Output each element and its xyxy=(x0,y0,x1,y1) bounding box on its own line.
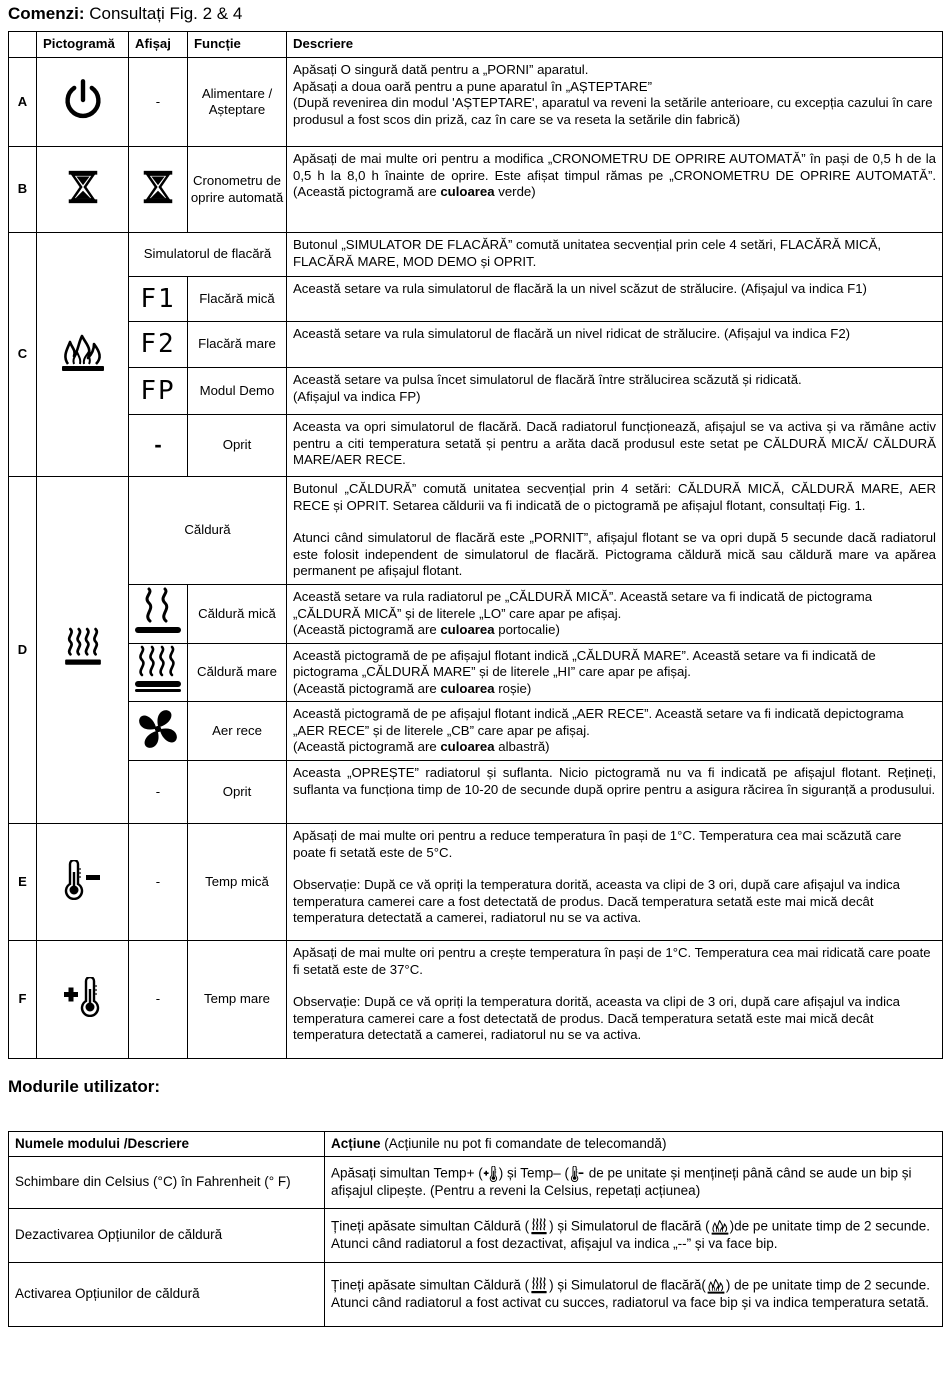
desc-line: Apăsați de mai multe ori pentru a crește temperatura în pași de 1°C. Temperatura cea mai ridicată care poate fi setată este de 37°C. xyxy=(293,945,931,977)
description xyxy=(287,368,943,415)
commands-header-row xyxy=(9,32,943,58)
display-value: - xyxy=(129,58,188,147)
modes-header-action xyxy=(325,1132,943,1157)
desc-line: Această pictogramă de pe afișajul flotant indică „CĂLDURĂ MARE”. Această setare va fi indicată de pictograma „CĂLDURĂ MARE” și de literele „HI” care apar pe afișaj. xyxy=(293,647,876,679)
description xyxy=(287,147,943,233)
display-value: - xyxy=(129,941,188,1059)
row-b xyxy=(9,147,943,233)
header-display: Afișaj xyxy=(129,32,188,58)
mode-action xyxy=(325,1157,943,1209)
description: Butonul „SIMULATOR DE FLACĂRĂ” comută unitatea secvențial prin cele 4 setări, FLACĂRĂ MICĂ, FLACĂRĂ MARE, MOD DEMO și OPRIT. xyxy=(287,233,943,277)
desc-line: Apăsați O singură dată pentru a „PORNI” aparatul. xyxy=(293,62,589,77)
desc-text: Apăsați de mai multe ori pentru a modifica „CRONOMETRU DE OPRIRE AUTOMATĂ” în pași de 0,5 h de la 0,5 h la 8,0 h înainte de oprire. Este afișat timpul rămas pe „CRONOMETRU DE OPRIRE AUTOMATĂ”. (Această pictogramă are xyxy=(293,151,936,199)
desc-line: Această setare va rula radiatorul pe „CĂLDURĂ MICĂ”. Această setare va fi indicată de pictograma „CĂLDURĂ MICĂ” și de literele „LO” care apar pe afișaj. xyxy=(293,589,873,621)
display-value: F2 xyxy=(129,322,188,368)
action-text: ) de pe unitate timp de 2 secunde. Atunci când radiatorul a fost activat cu succes, radiatorul va face bip și va indica temperatura setată. xyxy=(331,1277,931,1311)
row-f xyxy=(9,941,943,1059)
row-e xyxy=(9,824,943,941)
row-c-f1 xyxy=(9,277,943,322)
thermometer-plus-icon xyxy=(37,941,129,1059)
mode-action xyxy=(325,1263,943,1327)
commands-table xyxy=(8,31,943,1059)
function-label: Simulatorul de flacără xyxy=(129,233,287,277)
desc-text: (Această pictogramă are xyxy=(293,622,441,637)
desc-bold: culoarea xyxy=(440,622,495,637)
heat-icon xyxy=(529,1277,549,1295)
desc-line: Apăsați a doua oară pentru a pune aparatul în „AȘTEPTARE” xyxy=(293,78,652,94)
commands-heading xyxy=(8,4,242,24)
row-code: D xyxy=(9,477,37,824)
mode-name: Schimbare din Celsius (°C) în Fahrenheit (° F) xyxy=(9,1157,325,1209)
row-d xyxy=(9,477,943,585)
description: Aceasta „OPREȘTE” radiatorul și suflanta. Nicio pictogramă nu va fi indicată pe afișajul flotant. Rețineți, suflanta va funcționa timp de 10-20 de secunde după oprire pentru a asigura răcirea în siguranță a produsului. xyxy=(287,761,943,824)
row-c-off xyxy=(9,415,943,477)
header-pictogram: Pictogramă xyxy=(37,32,129,58)
desc-line: Observație: După ce vă opriți la temperatura dorită, aceasta va clipi de 3 ori, după care afișajul va indica temperatura camerei care a fost detectată de produs. Dacă temperatura setată este mai mică decât temperatura detectată a camerei, radiatorul nu se va activa. xyxy=(293,994,900,1042)
row-a xyxy=(9,58,943,147)
header-description: Descriere xyxy=(287,32,943,58)
action-text: )de pe unitate timp de 2 secunde. Atunci când radiatorul a fost dezactivat, afișajul va indica „--” și va face bip. xyxy=(331,1218,931,1252)
function-label: Cronometru de oprire automată xyxy=(188,147,287,233)
function-label: Temp mică xyxy=(188,824,287,941)
function-label: Căldură xyxy=(129,477,287,585)
flame-icon xyxy=(706,1277,726,1295)
heat-low-icon xyxy=(129,585,188,644)
desc-note xyxy=(293,739,936,756)
function-label: Căldură mică xyxy=(188,585,287,644)
mode-row xyxy=(9,1263,943,1327)
description xyxy=(287,824,943,941)
hourglass-icon xyxy=(129,147,188,233)
desc-line: Această setare va pulsa încet simulatorul de flacără între strălucirea scăzută și ridicată. xyxy=(293,372,802,387)
action-text: de pe unitate și mențineți până când se aude un bip și afișajul clipește. (Pentru a reveni la Celsius, repetați acțiunea) xyxy=(331,1165,912,1199)
desc-line: (Afișajul va indica FP) xyxy=(293,388,421,404)
mode-row xyxy=(9,1209,943,1263)
row-c-fp xyxy=(9,368,943,415)
row-code: E xyxy=(9,824,37,941)
commands-heading-bold: Comenzi: xyxy=(8,4,85,23)
row-c xyxy=(9,233,943,277)
desc-line: Observație: După ce vă opriți la temperatura dorită, aceasta va clipi de 3 ori, după care afișajul va indica temperatura camerei care a fost detectată de produs. Dacă temperatura setată este mai mică decât temperatura detectată a camerei, radiatorul nu se va activa. xyxy=(293,877,900,925)
mode-name: Activarea Opțiunilor de căldură xyxy=(9,1263,325,1327)
thermometer-plus-icon xyxy=(483,1165,499,1183)
display-value: - xyxy=(129,415,188,477)
description xyxy=(287,58,943,147)
thermometer-minus-icon xyxy=(569,1165,585,1183)
row-code: C xyxy=(9,233,37,477)
mode-row xyxy=(9,1157,943,1209)
action-text: Apăsați simultan Temp+ ( xyxy=(331,1165,483,1181)
modes-table xyxy=(8,1131,943,1327)
action-text: ) și Simulatorul de flacără ( xyxy=(549,1218,710,1234)
modes-header-action-rest: (Acțiunile nu pot fi comandate de telecomandă) xyxy=(380,1135,667,1151)
row-c-f2 xyxy=(9,322,943,368)
desc-line: Atunci când simulatorul de flacără este „PORNIT”, afișajul flotant se va opri după 5 secunde dacă radiatorul este folosit independent de simulatorul de flacără. Pictograma căldură mică sau căldură mare va apărea permanent pe afișajul flotant. xyxy=(293,530,936,578)
display-value: - xyxy=(129,824,188,941)
desc-line: Apăsați de mai multe ori pentru a reduce temperatura în pași de 1°C. Temperatura cea mai scăzută care poate fi setată este de 5°C. xyxy=(293,828,902,860)
fan-icon xyxy=(129,702,188,761)
description xyxy=(287,585,943,644)
desc-line: Butonul „CĂLDURĂ” comută unitatea secvențial prin 4 setări: CĂLDURĂ MICĂ, CĂLDURĂ MARE, AER RECE și OPRIT. Setarea căldurii va fi indicată de o pictogramă pe afișajul flotant, consultați Fig. 1. xyxy=(293,481,936,513)
mode-name: Dezactivarea Opțiunilor de căldură xyxy=(9,1209,325,1263)
mode-action xyxy=(325,1209,943,1263)
row-d-high xyxy=(9,643,943,702)
description: Această setare va rula simulatorul de flacără un nivel ridicat de strălucire. (Afișajul va indica F2) xyxy=(287,322,943,368)
function-label: Căldură mare xyxy=(188,643,287,702)
display-value: F1 xyxy=(129,277,188,322)
desc-bold: culoarea xyxy=(440,680,495,696)
desc-bold: culoarea xyxy=(440,184,495,199)
description xyxy=(287,702,943,761)
desc-text: portocalie) xyxy=(494,622,560,637)
description: Aceasta va opri simulatorul de flacără. Dacă radiatorul funcționează, afișajul se va activa și va rămâne activ pentru a citi temperatura setată și pentru a arăta dacă produsul este setat pe CĂLDURĂ MICĂ/ CĂLDURĂ MARE/AER RECE. xyxy=(287,415,943,477)
desc-text: verde) xyxy=(494,184,536,199)
row-code: A xyxy=(9,58,37,147)
desc-text: roșie) xyxy=(494,680,532,696)
desc-bold: culoarea xyxy=(440,739,495,754)
function-label: Oprit xyxy=(188,761,287,824)
display-value: FP xyxy=(129,368,188,415)
row-d-off xyxy=(9,761,943,824)
description: Această setare va rula simulatorul de flacără la un nivel scăzut de strălucire. (Afișajul va indica F1) xyxy=(287,277,943,322)
commands-heading-rest: Consultați Fig. 2 & 4 xyxy=(89,4,243,23)
modes-header-name: Numele modului /Descriere xyxy=(9,1132,325,1157)
heat-icon xyxy=(529,1218,549,1236)
desc-note xyxy=(293,622,936,639)
desc-text: (Această pictogramă are xyxy=(293,680,441,696)
row-code: F xyxy=(9,941,37,1059)
desc-text: (Această pictogramă are xyxy=(293,739,441,754)
hourglass-icon xyxy=(37,147,129,233)
function-label: Alimentare / Așteptare xyxy=(188,58,287,147)
modes-heading: Modurile utilizator: xyxy=(8,1077,161,1096)
header-function: Funcție xyxy=(188,32,287,58)
thermometer-minus-icon xyxy=(37,824,129,941)
function-label: Temp mare xyxy=(188,941,287,1059)
header-code xyxy=(9,32,37,58)
row-d-fan xyxy=(9,702,943,761)
function-label: Flacără mică xyxy=(188,277,287,322)
action-text: ) și Simulatorul de flacără( xyxy=(549,1277,706,1293)
function-label: Oprit xyxy=(188,415,287,477)
heat-icon xyxy=(37,477,129,824)
row-code: B xyxy=(9,147,37,233)
action-text: ) și Temp– ( xyxy=(498,1165,569,1181)
desc-note xyxy=(293,681,936,698)
heat-high-icon xyxy=(129,643,188,702)
description xyxy=(287,477,943,585)
function-label: Aer rece xyxy=(188,702,287,761)
power-icon xyxy=(37,58,129,147)
modes-header-row xyxy=(9,1132,943,1157)
action-text: Țineți apăsate simultan Căldură ( xyxy=(331,1277,530,1293)
flame-icon xyxy=(710,1218,730,1236)
modes-header-action-bold: Acțiune xyxy=(331,1135,381,1151)
action-text: Țineți apăsate simultan Căldură ( xyxy=(331,1218,530,1234)
flame-icon xyxy=(37,233,129,477)
desc-line: (După revenirea din modul 'AȘTEPTARE', aparatul va reveni la setările anterioare, cu excepția cazului în care produsul a fost scos din priză, caz în care se va reseta la setările din fabrică) xyxy=(293,95,933,127)
function-label: Modul Demo xyxy=(188,368,287,415)
description xyxy=(287,643,943,702)
desc-text: albastră) xyxy=(494,739,550,754)
description xyxy=(287,941,943,1059)
desc-line: Această pictogramă de pe afișajul flotant indică „AER RECE”. Această setare va fi indicată depictograma „AER RECE” și de literele „CB” care apar pe afișaj. xyxy=(293,706,904,738)
function-label: Flacără mare xyxy=(188,322,287,368)
display-value: - xyxy=(129,761,188,824)
row-d-low xyxy=(9,585,943,644)
